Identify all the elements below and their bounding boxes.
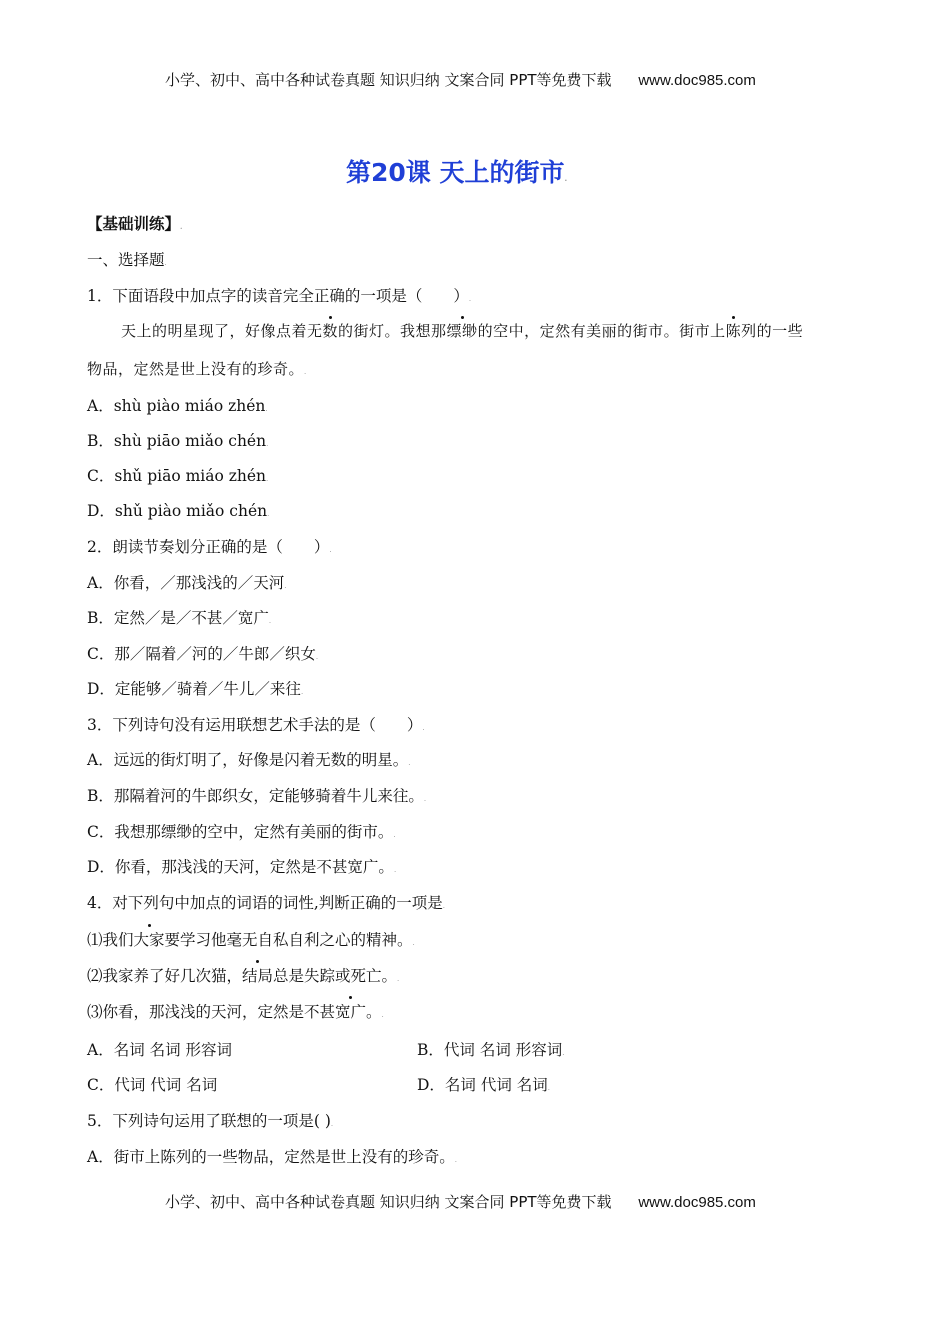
header-text: 小学、初中、高中各种试卷真题 知识归纳 文案合同 PPT等免费下载: [165, 71, 612, 89]
question-1-passage-line1: 天上的明星现了，好像点着无数的街灯。我想那缥缈的空中，定然有美丽的街市。街市上陈列的一些: [121, 322, 804, 340]
question-4-option-d: D．名词 代词 名词.: [417, 1073, 551, 1095]
question-4-option-b: B．代词 名词 形容词.: [417, 1038, 565, 1060]
question-4-sentence-3: ⑶你看，那浅浅的天河，定然是不甚宽广。.: [87, 1000, 385, 1022]
question-2-option-b: B．定然／是／不甚／宽广.: [87, 606, 272, 628]
question-2-stem: 2．朗读节奏划分正确的是（ ）.: [87, 535, 332, 557]
question-4-sentence-1: ⑴我们大家要学习他毫无自私自利之心的精神。.: [87, 928, 416, 950]
page-header: [165, 69, 756, 90]
dotted-char: 陈: [725, 322, 742, 340]
dotted-word: 大家: [134, 928, 165, 950]
question-1-option-c: C．shǔ piāo miáo zhén.: [87, 464, 269, 486]
part-heading: 一、选择题.: [87, 248, 168, 270]
page-title: 第20课 天上的街市.: [346, 153, 568, 189]
page-footer: [165, 1191, 756, 1212]
question-1-stem: 1．下面语段中加点字的读音完全正确的一项是（ ）.: [87, 284, 472, 306]
question-2-option-a: A．你看，／那浅浅的／天河.: [87, 571, 287, 593]
question-1-option-a: A．shù piào miáo zhén.: [87, 394, 268, 416]
question-3-option-b: B．那隔着河的牛郎织女，定能够骑着牛儿来往。.: [87, 784, 427, 806]
dotted-char: 数: [322, 322, 339, 340]
question-3-option-a: A．远远的街灯明了，好像是闪着无数的明星。.: [87, 748, 411, 770]
question-4-option-c: C．代词 代词 名词: [87, 1076, 218, 1094]
question-2-option-c: C．那／隔着／河的／牛郎／织女.: [87, 642, 319, 664]
header-site: www.doc985.com: [638, 72, 756, 89]
question-5-stem: 5．下列诗句运用了联想的一项是( ).: [87, 1109, 334, 1131]
dotted-word: 宽广: [335, 1000, 366, 1022]
question-4-stem: 4．对下列句中加点的词语的词性,判断正确的一项是.: [87, 891, 446, 913]
dotted-word: 缥缈: [446, 322, 478, 340]
question-3-option-d: D．你看，那浅浅的天河，定然是不甚宽广。.: [87, 855, 397, 877]
question-4-option-a: A．名词 名词 形容词: [87, 1041, 233, 1059]
question-1-option-b: B．shù piāo miǎo chén.: [87, 429, 269, 451]
question-4-sentence-2: ⑵我家养了好几次猫，结局总是失踪或死亡。.: [87, 964, 400, 986]
question-1-passage-line2: 物品，定然是世上没有的珍奇。.: [87, 358, 307, 379]
footer-site: www.doc985.com: [638, 1194, 756, 1211]
question-1-option-d: D．shǔ piào miǎo chén.: [87, 499, 270, 521]
question-5-option-a: A．街市上陈列的一些物品，定然是世上没有的珍奇。.: [87, 1145, 458, 1167]
footer-text: 小学、初中、高中各种试卷真题 知识归纳 文案合同 PPT等免费下载: [165, 1193, 612, 1211]
question-2-option-d: D．定能够／骑着／牛儿／来往.: [87, 677, 304, 699]
question-3-stem: 3．下列诗句没有运用联想艺术手法的是（ ）.: [87, 713, 425, 735]
section-heading: 【基础训练】.: [87, 212, 183, 234]
question-3-option-c: C．我想那缥缈的空中，定然有美丽的街市。.: [87, 820, 396, 842]
dotted-word: 结局: [242, 964, 273, 986]
